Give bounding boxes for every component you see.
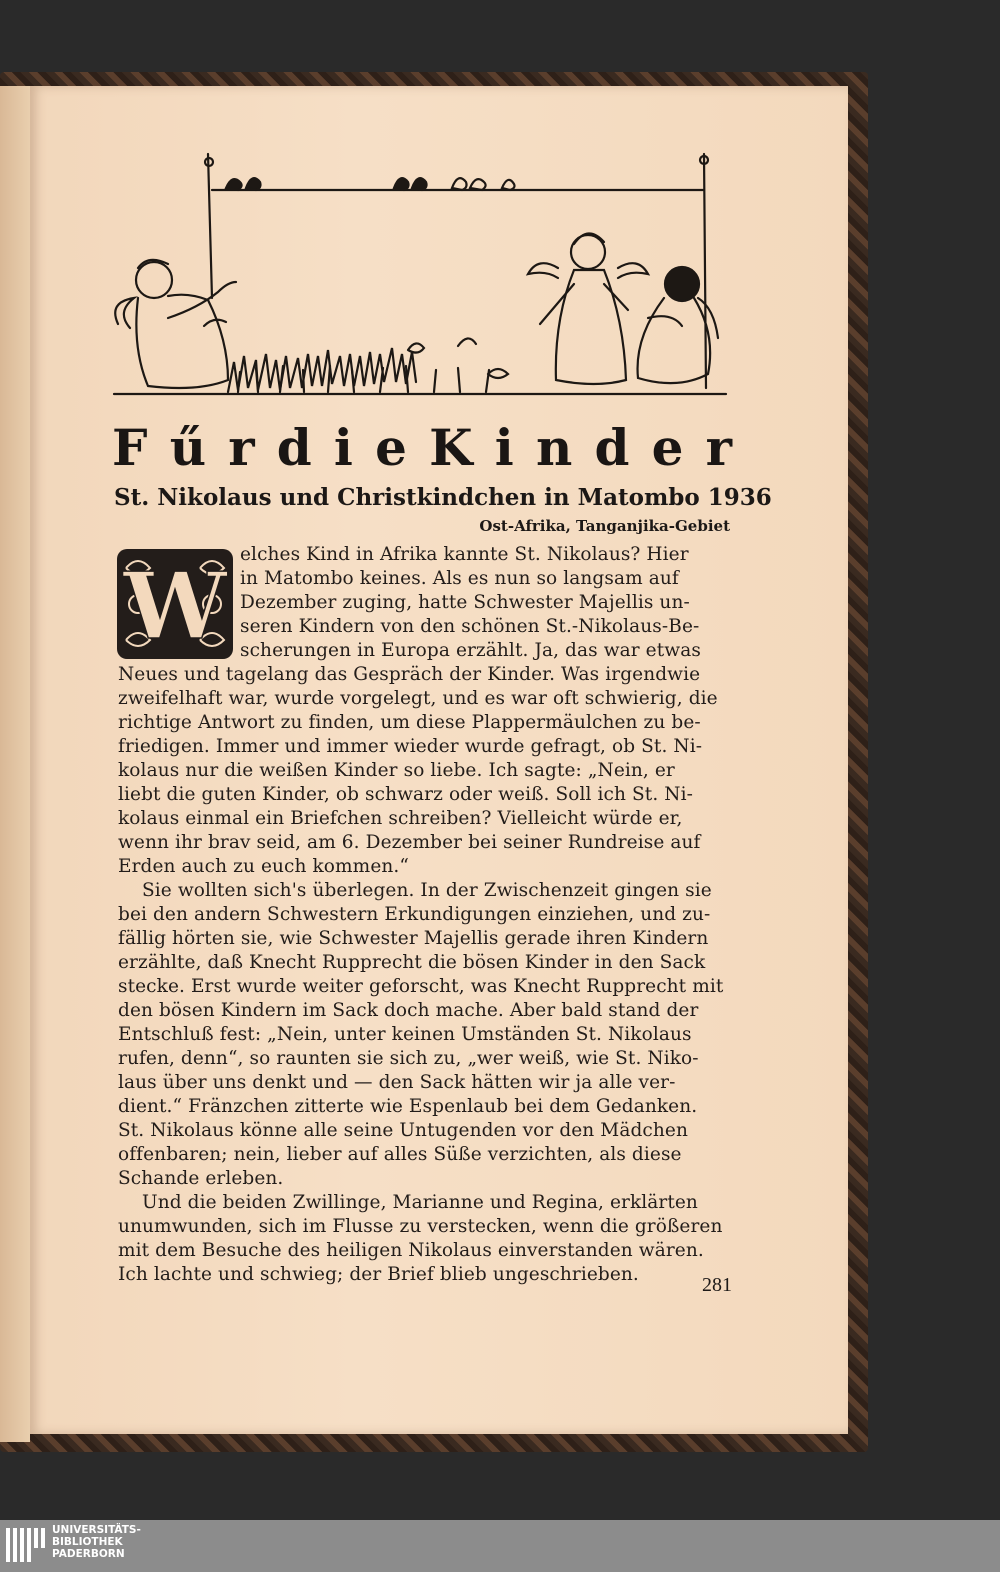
title-letter: i — [494, 418, 514, 477]
library-name-line: PADERBORN — [52, 1548, 125, 1560]
left-page-edge — [0, 86, 30, 1442]
dropcap-letter: W — [123, 552, 227, 660]
title-letter: e — [651, 418, 684, 477]
text-line: wenn ihr brav seid, am 6. Dezember bei seiner Rundreise auf — [118, 832, 701, 853]
title-letter: ű — [169, 418, 207, 477]
text-line: dient.“ Fränzchen zitterte wie Espenlaub bei dem Gedanken. — [118, 1096, 698, 1117]
title-letter: e — [375, 418, 407, 477]
text-line: laus über uns denkt und — den Sack hätten wir ja alle ver- — [118, 1072, 676, 1093]
text-line: Entschluß fest: „Nein, unter keinen Umständen St. Nikolaus — [118, 1024, 692, 1045]
text-line: Sie wollten sich's überlegen. In der Zwischenzeit gingen sie — [142, 880, 712, 901]
text-line: Und die beiden Zwillinge, Marianne und Regina, erklärten — [142, 1192, 698, 1213]
text-line: St. Nikolaus könne alle seine Untugenden vor den Mädchen — [118, 1120, 688, 1141]
text-line: Neues und tagelang das Gespräch der Kinder. Was irgendwie — [118, 664, 701, 685]
text-line: elches Kind in Afrika kannte St. Nikolaus? Hier — [240, 544, 689, 565]
text-line: zweifelhaft war, wurde vorgelegt, und es war oft schwierig, die — [118, 688, 718, 709]
text-line: Dezember zuging, hatte Schwester Majellis un- — [240, 592, 690, 613]
page-number: 281 — [702, 1274, 732, 1296]
text-line: Ich lachte und schwieg; der Brief blieb ungeschrieben. — [118, 1264, 639, 1285]
text-line: liebt die guten Kinder, ob schwarz oder weiß. Soll ich St. Ni- — [118, 784, 693, 805]
article-heading: St. Nikolaus und Christkindchen in Matombo 1936 — [114, 484, 772, 511]
decorative-initial — [116, 548, 234, 660]
footer-bar — [0, 1520, 1000, 1572]
text-line: Erden auch zu euch kommen.“ — [118, 856, 409, 877]
text-line: scherungen in Europa erzählt. Ja, das war etwas — [240, 640, 701, 661]
text-line: den bösen Kindern im Sack doch mache. Aber bald stand der — [118, 1000, 699, 1021]
text-line: richtige Antwort zu finden, um diese Plappermäulchen zu be- — [118, 712, 701, 733]
section-title — [112, 418, 732, 477]
text-line: fällig hörten sie, wie Schwester Majellis gerade ihren Kindern — [118, 928, 709, 949]
library-name-line: UNIVERSITÄTS- — [52, 1524, 141, 1536]
title-letter: r — [228, 418, 255, 477]
text-line: seren Kindern von den schönen St.-Nikolaus-Be- — [240, 616, 700, 637]
title-letter: n — [535, 418, 573, 477]
article-location: Ost-Afrika, Tanganjika-Gebiet — [479, 517, 730, 535]
title-letter: d — [276, 418, 312, 477]
text-line: kolaus nur die weißen Kinder so liebe. Ich sagte: „Nein, er — [118, 760, 675, 781]
library-logo-icon — [4, 1522, 50, 1568]
library-name-line: BIBLIOTHEK — [52, 1536, 123, 1548]
children-illustration — [108, 148, 732, 406]
title-letter: d — [594, 418, 630, 477]
library-name — [52, 1524, 141, 1560]
text-line: offenbaren; nein, lieber auf alles Süße verzichten, als diese — [118, 1144, 682, 1165]
text-line: unumwunden, sich im Flusse zu verstecken, wenn die größeren — [118, 1216, 723, 1237]
text-line: kolaus einmal ein Briefchen schreiben? Vielleicht würde er, — [118, 808, 683, 829]
title-letter: i — [333, 418, 353, 477]
text-line: mit dem Besuche des heiligen Nikolaus einverstanden wären. — [118, 1240, 704, 1261]
title-letter: F — [112, 418, 148, 477]
text-line: friedigen. Immer und immer wieder wurde gefragt, ob St. Ni- — [118, 736, 703, 757]
title-letter: r — [705, 418, 732, 477]
title-letter: K — [429, 418, 473, 477]
text-line: stecke. Erst wurde weiter geforscht, was Knecht Rupprecht mit — [118, 976, 724, 997]
text-line: Schande erleben. — [118, 1168, 284, 1189]
text-line: bei den andern Schwestern Erkundigungen einziehen, und zu- — [118, 904, 711, 925]
text-line: erzählte, daß Knecht Rupprecht die bösen Kinder in den Sack — [118, 952, 706, 973]
text-line: rufen, denn“, so raunten sie sich zu, „wer weiß, wie St. Niko- — [118, 1048, 699, 1069]
text-line: in Matombo keines. Als es nun so langsam auf — [240, 568, 679, 589]
